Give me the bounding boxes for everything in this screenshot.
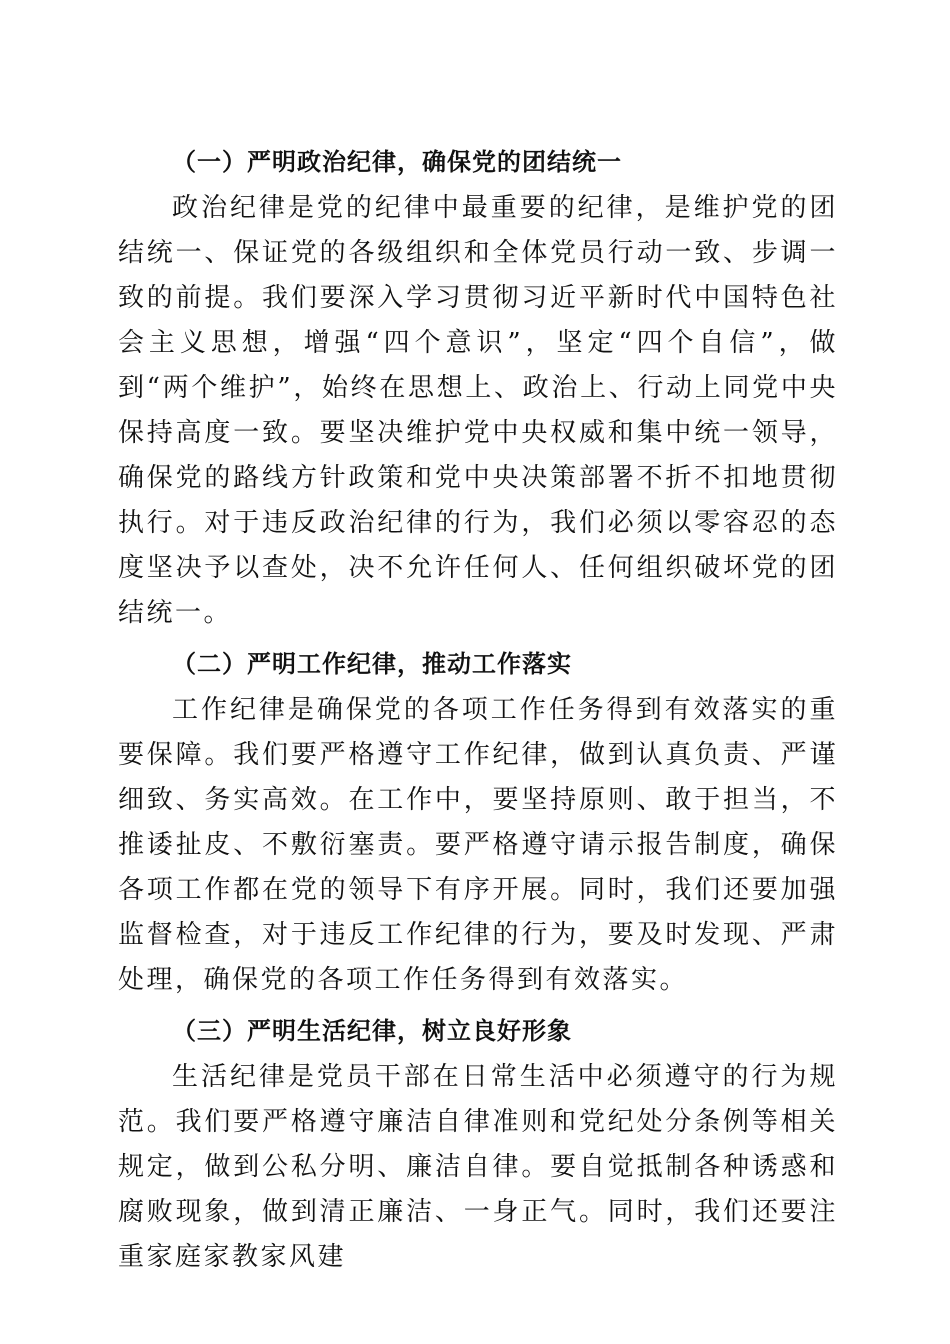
section-heading-2: （二）严明工作纪律，推动工作落实 — [172, 649, 572, 678]
section-paragraph-3: 生活纪律是党员干部在日常生活中必须遵守的行为规范。我们要严格遵守廉洁自律准则和党纪处分条例等相关规定，做到公私分明、廉洁自律。要自觉抵制各种诱惑和腐败现象，做到清正廉洁、一身正气。同时，我们还要注重家庭家教家风建 — [118, 1062, 838, 1272]
section-heading-1: （一）严明政治纪律，确保党的团结统一 — [172, 147, 622, 176]
section-paragraph-2: 工作纪律是确保党的各项工作任务得到有效落实的重要保障。我们要严格遵守工作纪律，做到认真负责、严谨细致、务实高效。在工作中，要坚持原则、敢于担当，不推诿扯皮、不敷衍塞责。要严格遵守请示报告制度，确保各项工作都在党的领导下有序开展。同时，我们还要加强监督检查，对于违反工作纪律的行为，要及时发现、严肃处理，确保党的各项工作任务得到有效落实。 — [118, 695, 838, 995]
section-heading-3: （三）严明生活纪律，树立良好形象 — [172, 1016, 572, 1045]
document-body — [118, 138, 838, 1280]
section-paragraph-1: 政治纪律是党的纪律中最重要的纪律，是维护党的团结统一、保证党的各级组织和全体党员行动一致、步调一致的前提。我们要深入学习贯彻习近平新时代中国特色社会主义思想，增强“四个意识”，坚定“四个自信”，做到“两个维护”，始终在思想上、政治上、行动上同党中央保持高度一致。要坚决维护党中央权威和集中统一领导，确保党的路线方针政策和党中央决策部署不折不扣地贯彻执行。对于违反政治纪律的行为，我们必须以零容忍的态度坚决予以查处，决不允许任何人、任何组织破坏党的团结统一。 — [118, 193, 838, 628]
